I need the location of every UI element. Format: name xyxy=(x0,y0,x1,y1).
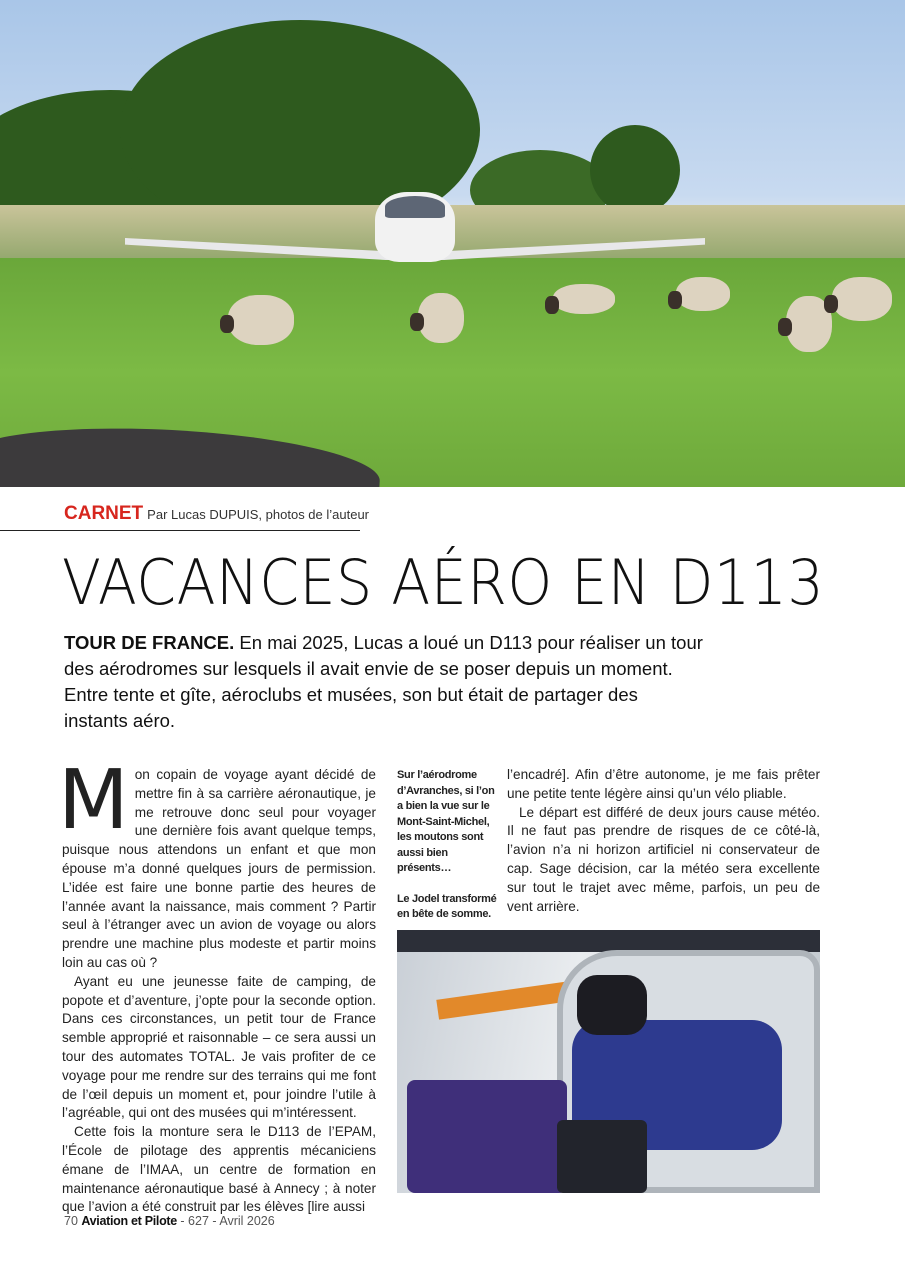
magazine-name: Aviation et Pilote xyxy=(81,1214,177,1228)
divider xyxy=(0,530,360,531)
purple-bag xyxy=(407,1080,567,1193)
intro-lead: TOUR DE FRANCE. xyxy=(64,632,235,653)
column-left xyxy=(58,753,376,1217)
paragraph: Ayant eu une jeunesse faite de camping, de popote et d’aventure, j’opte pour la seconde option. Dans ces circonstances, un petit tour de France semble approprié et raisonnable – ce sera aussi un tour des automates TOTAL. Je vais profiter de ce voyage pour me rendre sur des terrains qui me font de l’œil depuis un moment et, pour joindre l’utile à l’agréable, qui ont des musées qui m’intéressent. xyxy=(62,973,376,1121)
paragraph-text: on copain de voyage ayant décidé de mettre fin à sa carrière aéronautique, je me retrouve donc seul pour voyager une dernière fois avant quelque temps, puisque nous attendons un enfant et que mon épouse m’a donné quelques jours de permission. L’idée est faire une bonne partie des heures de l’année avant la naissance, mais comment ? Partir seul à l’étranger avec un avion de voyage ou alors prendre une machine plus modeste et partir moins loin au cas où ? xyxy=(62,767,376,970)
intro-text: En mai 2025, Lucas a loué un D113 pour réaliser un tour des aérodromes sur lesquels il avait envie de se poser depuis un moment. Entre tente et gîte, aéroclubs et musées, son but était de partager des instants aéro. xyxy=(64,632,703,731)
page-number: 70 xyxy=(64,1214,78,1228)
trees xyxy=(590,125,680,215)
paragraph xyxy=(58,753,376,973)
article-kicker xyxy=(64,503,369,525)
paragraph: l’encadré]. Afin d’être autonome, je me fais prêter une petite tente légère ainsi qu’un vélo pliable. xyxy=(507,767,820,801)
sheep xyxy=(832,277,892,321)
sheep xyxy=(228,295,294,345)
airplane-canopy xyxy=(385,196,445,218)
black-bag xyxy=(577,975,647,1035)
page-footer xyxy=(64,1214,275,1228)
sheep xyxy=(553,284,615,314)
suitcase xyxy=(557,1120,647,1193)
drop-cap: M xyxy=(58,753,129,848)
issue-info: - 627 - Avril 2026 xyxy=(180,1214,275,1228)
photo-loaded-cockpit xyxy=(397,930,820,1193)
captions xyxy=(397,768,497,923)
section-label: CARNET xyxy=(64,503,144,524)
hangar-frame xyxy=(397,930,820,952)
paragraph: Le départ est différé de deux jours cause météo. Il ne faut pas prendre de risques de ce côté-là, l’avion n’a ni horizon artificiel ni conservateur de cap. Sage décision, car la météo sera excellente sur tout le trajet avec même, parfois, un peu de vent arrière. xyxy=(507,804,820,914)
column-right xyxy=(507,766,820,916)
sheep xyxy=(676,277,730,311)
page-title: VACANCES AÉRO EN D113 xyxy=(62,546,825,619)
caption-2: Le Jodel transformé en bête de somme. xyxy=(397,892,497,920)
byline: Par Lucas DUPUIS, photos de l’auteur xyxy=(147,507,370,522)
hero-photo-jodel-with-sheep xyxy=(0,0,905,487)
caption-1: Sur l’aérodrome d’Avranches, si l’on a bien la vue sur le Mont-Saint-Michel, les moutons sont aussi bien présents… xyxy=(397,769,495,874)
intro-paragraph xyxy=(64,630,704,734)
sheep xyxy=(418,293,464,343)
paragraph: Cette fois la monture sera le D113 de l’EPAM, l’École de pilotage des apprentis mécaniciens émane de l’IMAA, un centre de formation en maintenance aéronautique basé à Annecy ; à noter que l’avion a été construit par les élèves [lire aussi xyxy=(62,1124,376,1215)
